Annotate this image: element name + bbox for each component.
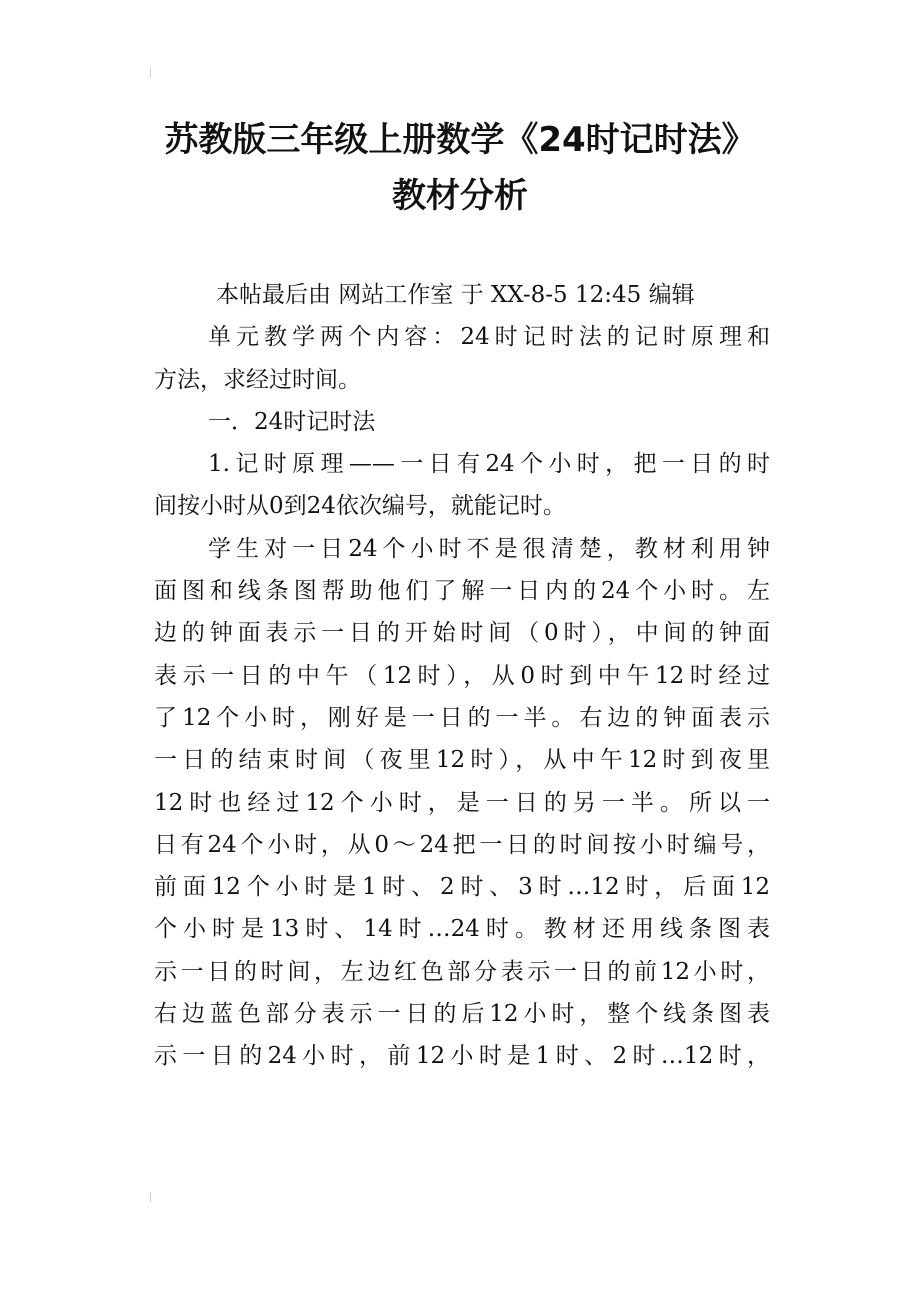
paragraph-line: 示一日的时间，左边红色部分表示一日的前12小时， (154, 958, 770, 985)
paragraph-line: 表示一日的中午（12时），从0时到中午12时经过 (154, 662, 770, 689)
paragraph-line: 单元教学两个内容：24时记时法的记时原理和 (208, 324, 770, 351)
paragraph-line: 示一日的24小时，前12小时是1时、2时…12时， (154, 1043, 770, 1070)
title-line-1: 苏教版三年级上册数学《24时记时法》 (164, 120, 756, 160)
paragraph-line: 间按小时从0到24依次编号，就能记时。 (154, 493, 566, 520)
paragraph-line: 方法，求经过时间。 (154, 366, 361, 393)
paragraph-line: 12时也经过12个小时，是一日的另一半。所以一 (154, 789, 770, 816)
corner-mark-top (150, 68, 155, 78)
paragraph-line: 日有24个小时，从0～24把一日的时间按小时编号， (154, 831, 770, 858)
section-heading: 一．24时记时法 (208, 408, 376, 435)
title-line-2: 教材分析 (392, 176, 528, 216)
paragraph-line: 1.记时原理——一日有24个小时，把一日的时 (208, 451, 770, 478)
article-body (154, 274, 770, 1078)
paragraph-line: 个小时是13时、14时…24时。教材还用线条图表 (154, 916, 770, 943)
paragraph-line: 面图和线条图帮助他们了解一日内的24个小时。左 (154, 578, 770, 605)
paragraph-line: 学生对一日24个小时不是很清楚，教材利用钟 (208, 535, 770, 562)
paragraph-line: 右边蓝色部分表示一日的后12小时，整个线条图表 (154, 1001, 770, 1028)
corner-mark-bottom (150, 1192, 155, 1202)
paragraph-line: 边的钟面表示一日的开始时间（0时），中间的钟面 (154, 620, 770, 647)
paragraph-line: 一日的结束时间（夜里12时），从中午12时到夜里 (154, 747, 770, 774)
paragraph-line: 前面12个小时是1时、2时、3时…12时，后面12 (154, 874, 770, 901)
page-title (120, 112, 800, 224)
paragraph-line: 了12个小时，刚好是一日的一半。右边的钟面表示 (154, 704, 770, 731)
edit-meta: 本帖最后由 网站工作室 于 XX-8-5 12:45 编辑 (216, 282, 695, 308)
